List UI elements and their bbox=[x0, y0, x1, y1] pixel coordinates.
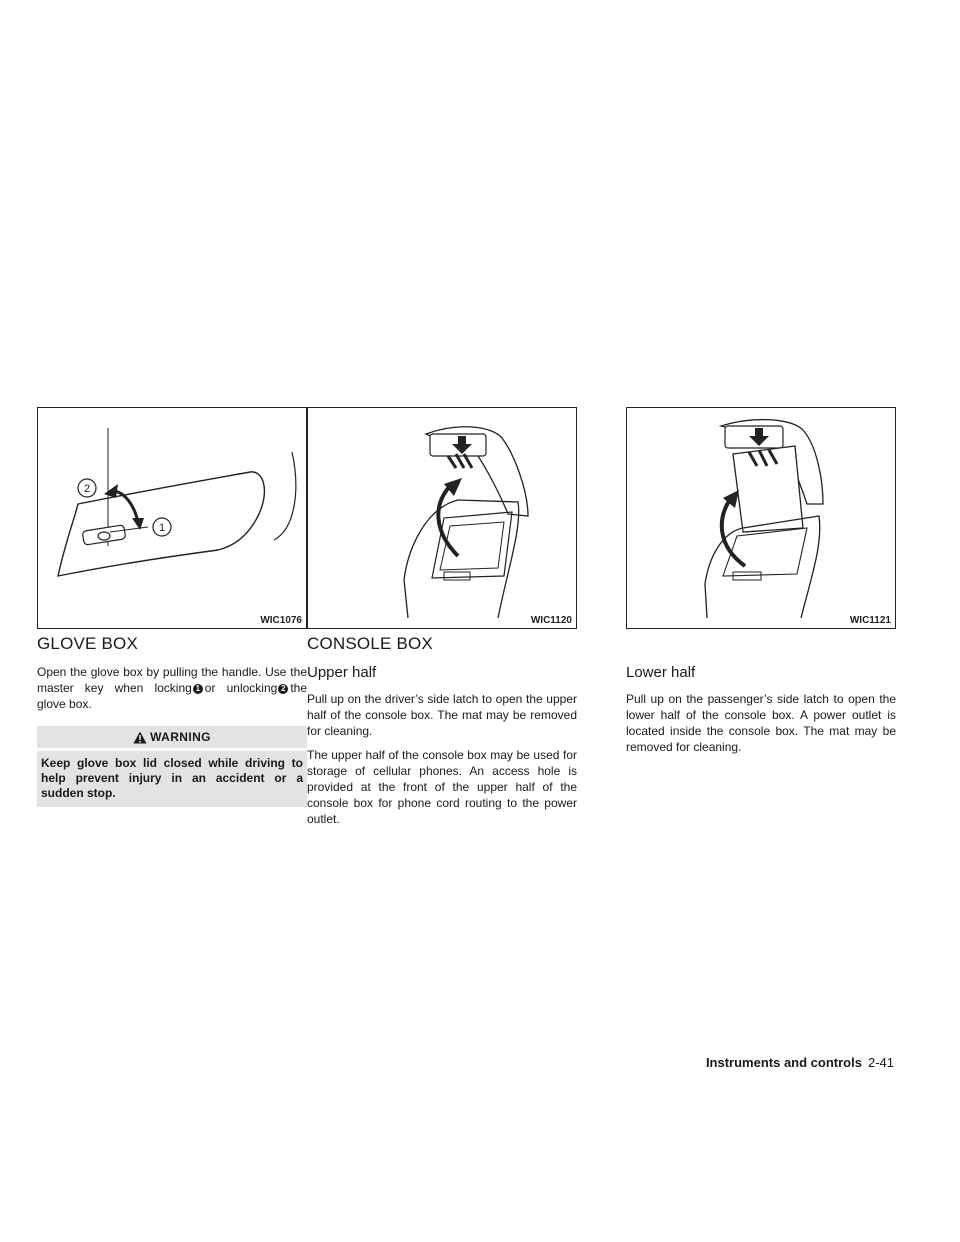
upper-half-paragraph-1: Pull up on the driver’s side latch to open the upper half of the console box. The mat may be removed for cleaning. bbox=[307, 692, 577, 738]
lower-half-section bbox=[626, 634, 896, 763]
glove-box-text-b: or unlocking bbox=[204, 681, 278, 695]
glove-box-section bbox=[37, 634, 307, 807]
figure-code: WIC1121 bbox=[849, 615, 891, 626]
console-lower-illustration bbox=[627, 408, 895, 628]
figure-code: WIC1120 bbox=[530, 615, 572, 626]
glove-box-paragraph bbox=[37, 664, 307, 712]
console-box-heading: CONSOLE BOX bbox=[307, 634, 433, 653]
upper-half-paragraph-2: The upper half of the console box may be used for storage of cellular phones. An access hole is provided at the front of the upper half of the console box for phone cord routing to the power outlet. bbox=[307, 748, 577, 826]
page-number: 2-41 bbox=[867, 1055, 894, 1070]
upper-half-heading: Upper half bbox=[307, 664, 377, 681]
warning-triangle-icon bbox=[133, 731, 147, 744]
glove-box-text-a: Open the glove box by pulling the handle. Use the master key when locking bbox=[37, 665, 307, 695]
warning-text: Keep glove box lid closed while driving to help prevent injury in an accident or a sudden stop. bbox=[37, 751, 307, 807]
glove-box-text-c: the glove box. bbox=[37, 681, 307, 711]
callout-1-marker: 1 bbox=[193, 684, 203, 694]
warning-header bbox=[37, 726, 307, 748]
console-lower-figure bbox=[626, 407, 896, 629]
callout-1: 1 bbox=[158, 522, 166, 534]
lower-half-heading: Lower half bbox=[626, 664, 696, 681]
callout-2: 2 bbox=[83, 483, 91, 495]
warning-label: WARNING bbox=[150, 730, 211, 744]
console-upper-figure bbox=[307, 407, 577, 629]
figure-code: WIC1076 bbox=[260, 615, 302, 626]
glove-box-illustration bbox=[38, 408, 306, 628]
console-upper-illustration bbox=[308, 408, 576, 628]
page-footer bbox=[706, 1055, 894, 1070]
glove-box-figure bbox=[37, 407, 307, 629]
callout-2-marker: 2 bbox=[278, 684, 288, 694]
console-box-section bbox=[307, 634, 577, 835]
glove-box-heading: GLOVE BOX bbox=[37, 634, 139, 653]
footer-section-title: Instruments and controls bbox=[705, 1055, 862, 1070]
lower-half-paragraph: Pull up on the passenger’s side latch to open the lower half of the console box. A power outlet is located inside the console box. The mat may be removed for cleaning. bbox=[626, 692, 896, 754]
